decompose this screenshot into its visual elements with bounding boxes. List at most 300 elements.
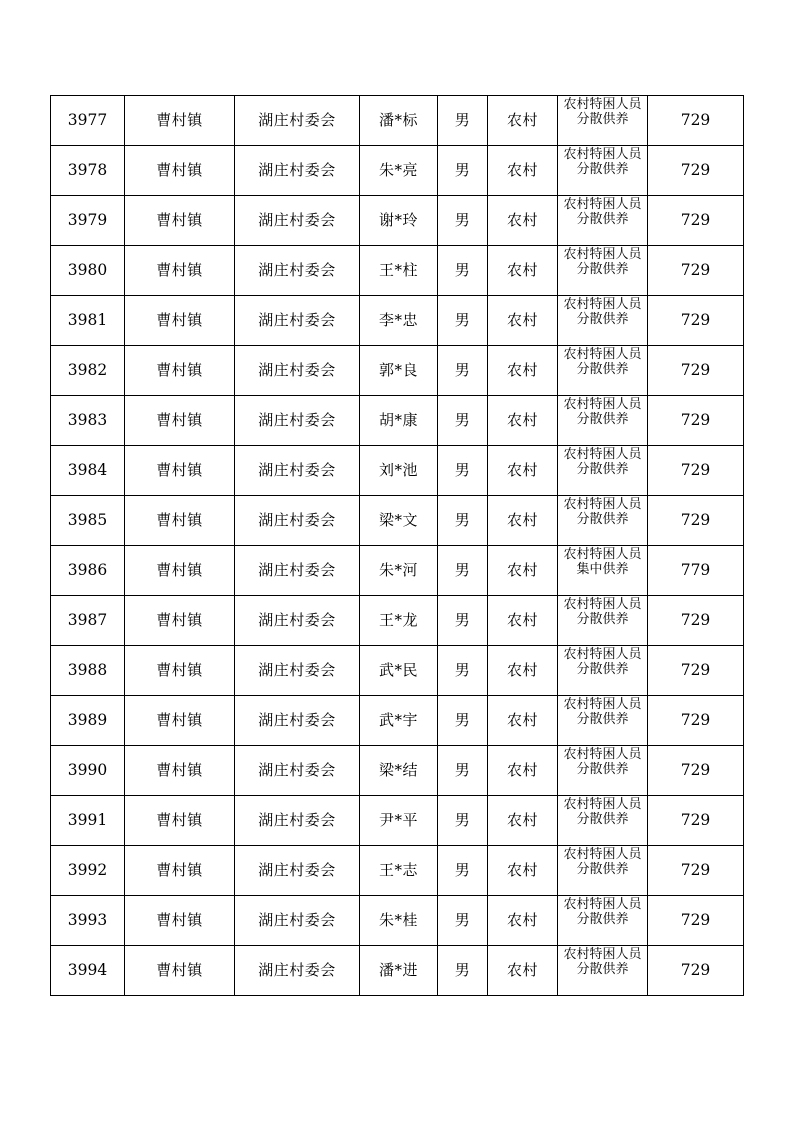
row-gender-text: 男	[454, 711, 471, 730]
row-village-text: 湖庄村委会	[258, 411, 336, 430]
row-town	[125, 846, 235, 896]
row-name	[360, 496, 438, 546]
row-household-type	[488, 96, 558, 146]
row-category-text: 农村特困人员分散供养	[563, 897, 642, 928]
row-index	[51, 146, 125, 196]
row-amount	[648, 896, 744, 946]
table-row	[51, 896, 744, 946]
row-household-type-text: 农村	[506, 461, 538, 480]
row-name-text: 朱*河	[378, 561, 418, 580]
row-household-type-text: 农村	[506, 911, 538, 930]
row-gender	[438, 496, 488, 546]
row-household-type-text: 农村	[506, 261, 538, 280]
row-amount	[648, 396, 744, 446]
row-town	[125, 96, 235, 146]
row-household-type-text: 农村	[506, 511, 538, 530]
row-name-text: 武*宇	[378, 711, 418, 730]
row-category	[558, 496, 648, 546]
row-name	[360, 546, 438, 596]
row-household-type	[488, 746, 558, 796]
row-index-text: 3977	[67, 111, 108, 130]
row-name	[360, 846, 438, 896]
row-household-type	[488, 446, 558, 496]
row-amount-text: 729	[680, 811, 711, 830]
row-village	[235, 146, 360, 196]
row-name	[360, 646, 438, 696]
row-category-text: 农村特困人员分散供养	[563, 497, 642, 528]
row-amount	[648, 796, 744, 846]
row-town	[125, 896, 235, 946]
table-row	[51, 696, 744, 746]
row-index-text: 3979	[67, 211, 108, 230]
table-row	[51, 246, 744, 296]
table-row	[51, 546, 744, 596]
row-index	[51, 96, 125, 146]
row-category	[558, 796, 648, 846]
row-name	[360, 596, 438, 646]
row-name	[360, 196, 438, 246]
row-category-text: 农村特困人员分散供养	[563, 647, 642, 678]
row-name	[360, 696, 438, 746]
row-name-text: 谢*玲	[378, 211, 418, 230]
row-gender-text: 男	[454, 661, 471, 680]
row-category-text: 农村特困人员分散供养	[563, 447, 642, 478]
row-amount-text: 729	[680, 111, 711, 130]
row-gender-text: 男	[454, 611, 471, 630]
table-row	[51, 296, 744, 346]
row-gender-text: 男	[454, 561, 471, 580]
row-household-type	[488, 546, 558, 596]
row-name-text: 梁*结	[378, 761, 418, 780]
row-gender	[438, 246, 488, 296]
row-village	[235, 646, 360, 696]
row-town-text: 曹村镇	[156, 161, 203, 180]
row-name-text: 王*柱	[378, 261, 418, 280]
row-amount	[648, 346, 744, 396]
row-name-text: 朱*亮	[378, 161, 418, 180]
row-amount-text: 729	[680, 211, 711, 230]
row-index	[51, 946, 125, 996]
row-category	[558, 596, 648, 646]
row-category	[558, 696, 648, 746]
row-amount-text: 729	[680, 761, 711, 780]
row-household-type	[488, 696, 558, 746]
row-index	[51, 546, 125, 596]
row-gender	[438, 746, 488, 796]
row-category	[558, 646, 648, 696]
row-town	[125, 646, 235, 696]
row-town	[125, 146, 235, 196]
row-household-type-text: 农村	[506, 861, 538, 880]
row-amount	[648, 696, 744, 746]
table-row	[51, 96, 744, 146]
row-name-text: 王*志	[378, 861, 418, 880]
row-gender-text: 男	[454, 911, 471, 930]
row-household-type	[488, 596, 558, 646]
row-village	[235, 246, 360, 296]
row-village	[235, 846, 360, 896]
row-town	[125, 796, 235, 846]
row-town	[125, 496, 235, 546]
row-index-text: 3988	[67, 661, 108, 680]
row-amount-text: 729	[680, 361, 711, 380]
row-amount	[648, 196, 744, 246]
row-town-text: 曹村镇	[156, 561, 203, 580]
row-category-text: 农村特困人员分散供养	[563, 97, 642, 128]
row-household-type-text: 农村	[506, 611, 538, 630]
row-category-text: 农村特困人员分散供养	[563, 847, 642, 878]
row-index	[51, 896, 125, 946]
row-category-text: 农村特困人员分散供养	[563, 697, 642, 728]
row-category-text: 农村特困人员分散供养	[563, 297, 642, 328]
row-town	[125, 596, 235, 646]
row-village-text: 湖庄村委会	[258, 911, 336, 930]
row-village-text: 湖庄村委会	[258, 161, 336, 180]
row-town	[125, 546, 235, 596]
row-gender-text: 男	[454, 361, 471, 380]
row-amount	[648, 496, 744, 546]
row-amount-text: 729	[680, 161, 711, 180]
row-gender-text: 男	[454, 161, 471, 180]
row-index	[51, 696, 125, 746]
row-household-type-text: 农村	[506, 411, 538, 430]
row-index-text: 3982	[67, 361, 108, 380]
row-village-text: 湖庄村委会	[258, 111, 336, 130]
row-village-text: 湖庄村委会	[258, 511, 336, 530]
row-index	[51, 446, 125, 496]
row-town	[125, 346, 235, 396]
row-name	[360, 946, 438, 996]
row-index-text: 3990	[67, 761, 108, 780]
row-household-type-text: 农村	[506, 561, 538, 580]
row-village	[235, 546, 360, 596]
row-village	[235, 946, 360, 996]
table-row	[51, 496, 744, 546]
row-town	[125, 746, 235, 796]
row-name-text: 刘*池	[378, 461, 418, 480]
row-village	[235, 446, 360, 496]
table-row	[51, 846, 744, 896]
row-town-text: 曹村镇	[156, 311, 203, 330]
row-village-text: 湖庄村委会	[258, 811, 336, 830]
row-amount-text: 729	[680, 611, 711, 630]
row-category	[558, 746, 648, 796]
row-amount	[648, 246, 744, 296]
row-category-text: 农村特困人员分散供养	[563, 147, 642, 178]
table-row	[51, 596, 744, 646]
row-amount-text: 729	[680, 511, 711, 530]
row-village	[235, 596, 360, 646]
row-town	[125, 246, 235, 296]
row-category-text: 农村特困人员分散供养	[563, 947, 642, 978]
row-village-text: 湖庄村委会	[258, 861, 336, 880]
row-name-text: 朱*桂	[378, 911, 418, 930]
row-village-text: 湖庄村委会	[258, 311, 336, 330]
row-index	[51, 646, 125, 696]
row-amount-text: 729	[680, 461, 711, 480]
row-amount-text: 729	[680, 911, 711, 930]
table-row	[51, 796, 744, 846]
row-name-text: 王*龙	[378, 611, 418, 630]
row-index	[51, 246, 125, 296]
row-town-text: 曹村镇	[156, 961, 203, 980]
row-gender	[438, 796, 488, 846]
row-town	[125, 446, 235, 496]
row-household-type	[488, 296, 558, 346]
row-town-text: 曹村镇	[156, 361, 203, 380]
row-town-text: 曹村镇	[156, 261, 203, 280]
row-amount	[648, 646, 744, 696]
row-category-text: 农村特困人员分散供养	[563, 397, 642, 428]
row-index-text: 3983	[67, 411, 108, 430]
row-amount-text: 729	[680, 711, 711, 730]
row-household-type	[488, 196, 558, 246]
row-village-text: 湖庄村委会	[258, 611, 336, 630]
row-gender-text: 男	[454, 311, 471, 330]
row-amount	[648, 96, 744, 146]
row-town-text: 曹村镇	[156, 761, 203, 780]
row-village	[235, 296, 360, 346]
row-amount	[648, 146, 744, 196]
row-town-text: 曹村镇	[156, 661, 203, 680]
table-row	[51, 146, 744, 196]
row-household-type-text: 农村	[506, 111, 538, 130]
row-town-text: 曹村镇	[156, 811, 203, 830]
row-category	[558, 396, 648, 446]
row-gender	[438, 396, 488, 446]
row-amount-text: 729	[680, 311, 711, 330]
row-name-text: 梁*文	[378, 511, 418, 530]
row-name	[360, 246, 438, 296]
row-index	[51, 346, 125, 396]
row-gender	[438, 296, 488, 346]
row-amount-text: 729	[680, 961, 711, 980]
row-town	[125, 696, 235, 746]
row-index	[51, 846, 125, 896]
row-household-type-text: 农村	[506, 961, 538, 980]
row-household-type-text: 农村	[506, 661, 538, 680]
row-category	[558, 196, 648, 246]
row-town	[125, 196, 235, 246]
row-category	[558, 146, 648, 196]
row-village-text: 湖庄村委会	[258, 361, 336, 380]
row-gender-text: 男	[454, 261, 471, 280]
row-index	[51, 496, 125, 546]
row-household-type	[488, 896, 558, 946]
row-index	[51, 196, 125, 246]
row-category	[558, 96, 648, 146]
row-household-type	[488, 646, 558, 696]
row-household-type-text: 农村	[506, 761, 538, 780]
row-town	[125, 396, 235, 446]
row-index-text: 3981	[67, 311, 108, 330]
row-amount-text: 729	[680, 411, 711, 430]
row-village	[235, 96, 360, 146]
row-amount-text: 729	[680, 661, 711, 680]
row-household-type-text: 农村	[506, 311, 538, 330]
row-category	[558, 546, 648, 596]
table-row	[51, 346, 744, 396]
row-gender-text: 男	[454, 211, 471, 230]
row-village	[235, 696, 360, 746]
row-category	[558, 246, 648, 296]
row-town	[125, 946, 235, 996]
row-village-text: 湖庄村委会	[258, 711, 336, 730]
row-category-text: 农村特困人员分散供养	[563, 247, 642, 278]
row-name-text: 潘*进	[378, 961, 418, 980]
row-index-text: 3992	[67, 861, 108, 880]
row-index-text: 3993	[67, 911, 108, 930]
row-village	[235, 196, 360, 246]
row-household-type	[488, 796, 558, 846]
table-row	[51, 446, 744, 496]
row-gender	[438, 946, 488, 996]
subsidy-roster-table	[50, 95, 744, 996]
row-amount	[648, 746, 744, 796]
row-village	[235, 746, 360, 796]
table-row	[51, 746, 744, 796]
row-village	[235, 796, 360, 846]
row-name	[360, 146, 438, 196]
row-household-type	[488, 846, 558, 896]
row-category	[558, 296, 648, 346]
row-name	[360, 796, 438, 846]
row-name-text: 武*民	[378, 661, 418, 680]
row-village-text: 湖庄村委会	[258, 961, 336, 980]
row-gender-text: 男	[454, 461, 471, 480]
row-amount	[648, 596, 744, 646]
row-category	[558, 896, 648, 946]
row-category-text: 农村特困人员分散供养	[563, 747, 642, 778]
row-town	[125, 296, 235, 346]
row-name	[360, 296, 438, 346]
row-category-text: 农村特困人员分散供养	[563, 597, 642, 628]
row-gender-text: 男	[454, 761, 471, 780]
row-index-text: 3978	[67, 161, 108, 180]
row-village	[235, 896, 360, 946]
row-index-text: 3987	[67, 611, 108, 630]
row-household-type-text: 农村	[506, 711, 538, 730]
row-category-text: 农村特困人员分散供养	[563, 197, 642, 228]
row-amount-text: 729	[680, 261, 711, 280]
row-gender	[438, 696, 488, 746]
row-category	[558, 346, 648, 396]
row-village-text: 湖庄村委会	[258, 661, 336, 680]
row-town-text: 曹村镇	[156, 111, 203, 130]
row-name	[360, 896, 438, 946]
row-index-text: 3989	[67, 711, 108, 730]
row-amount	[648, 446, 744, 496]
row-name-text: 郭*良	[378, 361, 418, 380]
row-village-text: 湖庄村委会	[258, 211, 336, 230]
row-index	[51, 796, 125, 846]
row-gender	[438, 646, 488, 696]
row-gender	[438, 96, 488, 146]
row-name	[360, 746, 438, 796]
row-household-type-text: 农村	[506, 161, 538, 180]
row-village-text: 湖庄村委会	[258, 461, 336, 480]
row-index-text: 3985	[67, 511, 108, 530]
row-index	[51, 296, 125, 346]
row-town-text: 曹村镇	[156, 911, 203, 930]
row-category	[558, 946, 648, 996]
row-category-text: 农村特困人员分散供养	[563, 797, 642, 828]
row-category-text: 农村特困人员分散供养	[563, 347, 642, 378]
row-gender-text: 男	[454, 511, 471, 530]
row-town-text: 曹村镇	[156, 411, 203, 430]
table-row	[51, 396, 744, 446]
row-index	[51, 596, 125, 646]
row-household-type-text: 农村	[506, 211, 538, 230]
row-amount-text: 729	[680, 861, 711, 880]
row-index-text: 3984	[67, 461, 108, 480]
row-gender-text: 男	[454, 961, 471, 980]
row-index-text: 3986	[67, 561, 108, 580]
row-gender	[438, 196, 488, 246]
row-name	[360, 96, 438, 146]
row-name	[360, 396, 438, 446]
row-gender	[438, 446, 488, 496]
row-amount	[648, 846, 744, 896]
row-household-type-text: 农村	[506, 361, 538, 380]
row-household-type	[488, 496, 558, 546]
row-gender	[438, 896, 488, 946]
row-gender	[438, 596, 488, 646]
table-row	[51, 196, 744, 246]
row-name-text: 潘*标	[378, 111, 418, 130]
row-village	[235, 396, 360, 446]
table-row	[51, 646, 744, 696]
row-village-text: 湖庄村委会	[258, 261, 336, 280]
row-name	[360, 346, 438, 396]
row-gender-text: 男	[454, 811, 471, 830]
row-town-text: 曹村镇	[156, 861, 203, 880]
row-amount	[648, 946, 744, 996]
row-gender	[438, 146, 488, 196]
row-town-text: 曹村镇	[156, 611, 203, 630]
row-name-text: 胡*康	[378, 411, 418, 430]
row-village	[235, 496, 360, 546]
row-village-text: 湖庄村委会	[258, 761, 336, 780]
row-gender	[438, 546, 488, 596]
row-household-type	[488, 246, 558, 296]
row-name-text: 尹*平	[378, 811, 418, 830]
row-gender	[438, 846, 488, 896]
row-gender	[438, 346, 488, 396]
row-town-text: 曹村镇	[156, 211, 203, 230]
row-index-text: 3994	[67, 961, 108, 980]
row-category	[558, 446, 648, 496]
table-row	[51, 946, 744, 996]
row-gender-text: 男	[454, 411, 471, 430]
row-index	[51, 396, 125, 446]
row-amount	[648, 546, 744, 596]
row-town-text: 曹村镇	[156, 711, 203, 730]
row-household-type-text: 农村	[506, 811, 538, 830]
row-amount-text: 779	[680, 561, 711, 580]
row-category-text: 农村特困人员集中供养	[563, 547, 642, 578]
row-household-type	[488, 396, 558, 446]
row-index	[51, 746, 125, 796]
row-name	[360, 446, 438, 496]
row-household-type	[488, 346, 558, 396]
row-index-text: 3991	[67, 811, 108, 830]
row-village	[235, 346, 360, 396]
row-town-text: 曹村镇	[156, 461, 203, 480]
row-village-text: 湖庄村委会	[258, 561, 336, 580]
row-index-text: 3980	[67, 261, 108, 280]
row-household-type	[488, 146, 558, 196]
